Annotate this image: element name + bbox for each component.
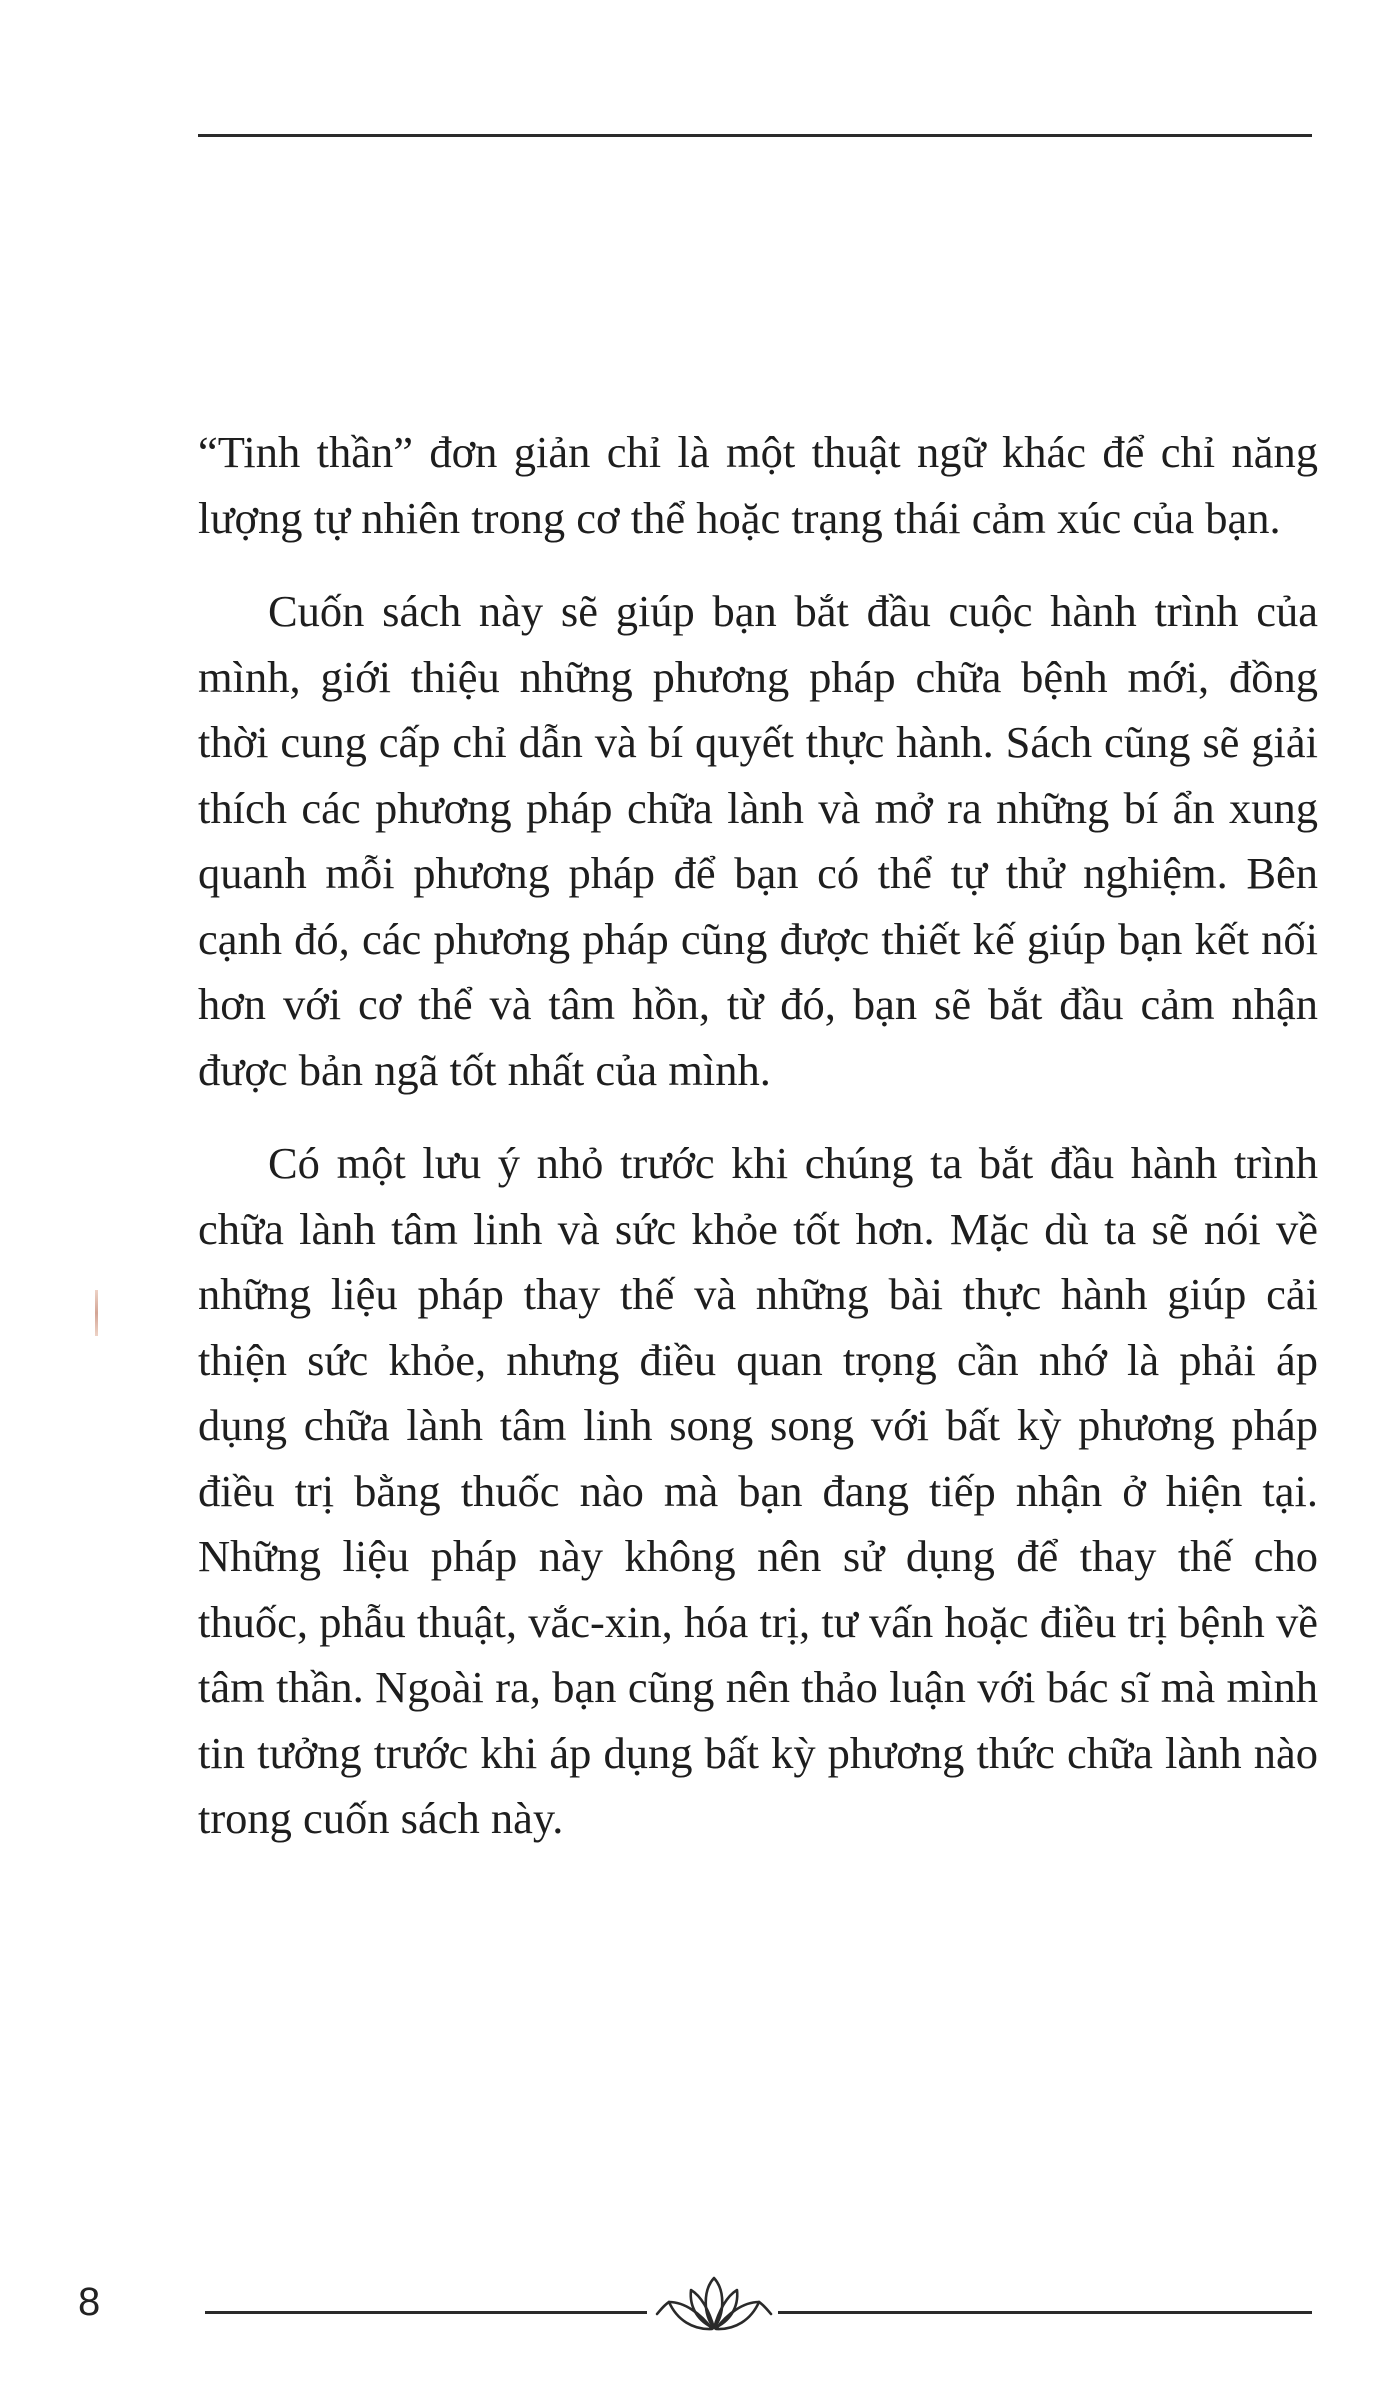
body-text [198, 420, 1318, 1880]
page-footer [0, 2250, 1400, 2360]
page-number: 8 [78, 2280, 101, 2324]
footer-rule-right [778, 2311, 1312, 2314]
paragraph-1: “Tinh thần” đơn giản chỉ là một thuật ngữ khác để chỉ năng lượng tự nhiên trong cơ thể hoặc trạng thái cảm xúc của bạn. [198, 427, 1318, 543]
paragraph-3: Có một lưu ý nhỏ trước khi chúng ta bắt đầu hành trình chữa lành tâm linh và sức khỏe tốt hơn. Mặc dù ta sẽ nói về những liệu pháp thay thế và những bài thực hành giúp cải thiện sức khỏe, nhưng điều quan trọng cần nhớ là phải áp dụng chữa lành tâm linh song song với bất kỳ phương pháp điều trị bằng thuốc nào mà bạn đang tiếp nhận ở hiện tại. Những liệu pháp này không nên sử dụng để thay thế cho thuốc, phẫu thuật, vắc-xin, hóa trị, tư vấn hoặc điều trị bệnh về tâm thần. Ngoài ra, bạn cũng nên thảo luận với bác sĩ mà mình tin tưởng trước khi áp dụng bất kỳ phương thức chữa lành nào trong cuốn sách này. [198, 1138, 1318, 1843]
footer-rule-left [205, 2311, 647, 2314]
margin-mark [95, 1290, 98, 1336]
header-rule [198, 134, 1312, 137]
paragraph-2: Cuốn sách này sẽ giúp bạn bắt đầu cuộc hành trình của mình, giới thiệu những phương pháp chữa bệnh mới, đồng thời cung cấp chỉ dẫn và bí quyết thực hành. Sách cũng sẽ giải thích các phương pháp chữa lành và mở ra những bí ẩn xung quanh mỗi phương pháp để bạn có thể tự thử nghiệm. Bên cạnh đó, các phương pháp cũng được thiết kế giúp bạn kết nối hơn với cơ thể và tâm hồn, từ đó, bạn sẽ bắt đầu cảm nhận được bản ngã tốt nhất của mình. [198, 586, 1318, 1095]
lotus-icon [655, 2272, 773, 2336]
